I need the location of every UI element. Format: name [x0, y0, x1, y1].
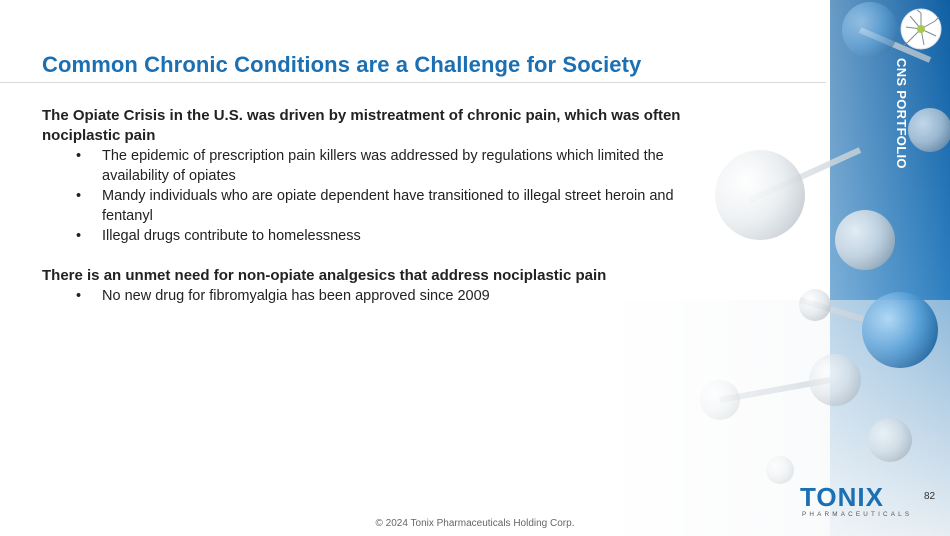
slide-title: Common Chronic Conditions are a Challenge for Society: [42, 52, 642, 77]
bullet-item: [42, 286, 712, 306]
section-one-bullets: [42, 146, 712, 246]
copyright-footer: © 2024 Tonix Pharmaceuticals Holding Corp.: [375, 518, 575, 529]
page-number: 82: [924, 491, 936, 502]
sidebar-label: CNS PORTFOLIO: [894, 58, 909, 169]
logo-subtitle: PHARMACEUTICALS: [802, 511, 913, 518]
slide-body: [42, 106, 712, 306]
neuron-icon: [899, 7, 943, 51]
section-two-bullets: [42, 286, 712, 306]
bullet-dot: •: [76, 188, 82, 204]
bullet-dot: •: [76, 148, 82, 164]
section-one-heading: The Opiate Crisis in the U.S. was driven by mistreatment of chronic pain, which was often nociplastic pain: [42, 107, 681, 144]
bullet-text: The epidemic of prescription pain killers was addressed by regulations which limited the availability of opiates: [102, 148, 664, 184]
bullet-text: Illegal drugs contribute to homelessness: [102, 228, 361, 244]
bullet-text: Mandy individuals who are opiate dependent have transitioned to illegal street heroin and fentanyl: [102, 188, 674, 224]
bullet-dot: •: [76, 288, 82, 304]
title-divider: [0, 82, 826, 83]
section-two-heading: There is an unmet need for non-opiate analgesics that address nociplastic pain: [42, 267, 607, 284]
bullet-dot: •: [76, 228, 82, 244]
bullet-item: [42, 146, 712, 186]
sidebar-label-container: [862, 58, 940, 258]
bullet-text: No new drug for fibromyalgia has been approved since 2009: [102, 288, 490, 304]
logo-wordmark: TONIX: [800, 482, 884, 512]
section-spacer: [42, 246, 712, 266]
tonix-logo: [800, 482, 913, 522]
bullet-item: [42, 186, 712, 226]
bullet-item: [42, 226, 712, 246]
